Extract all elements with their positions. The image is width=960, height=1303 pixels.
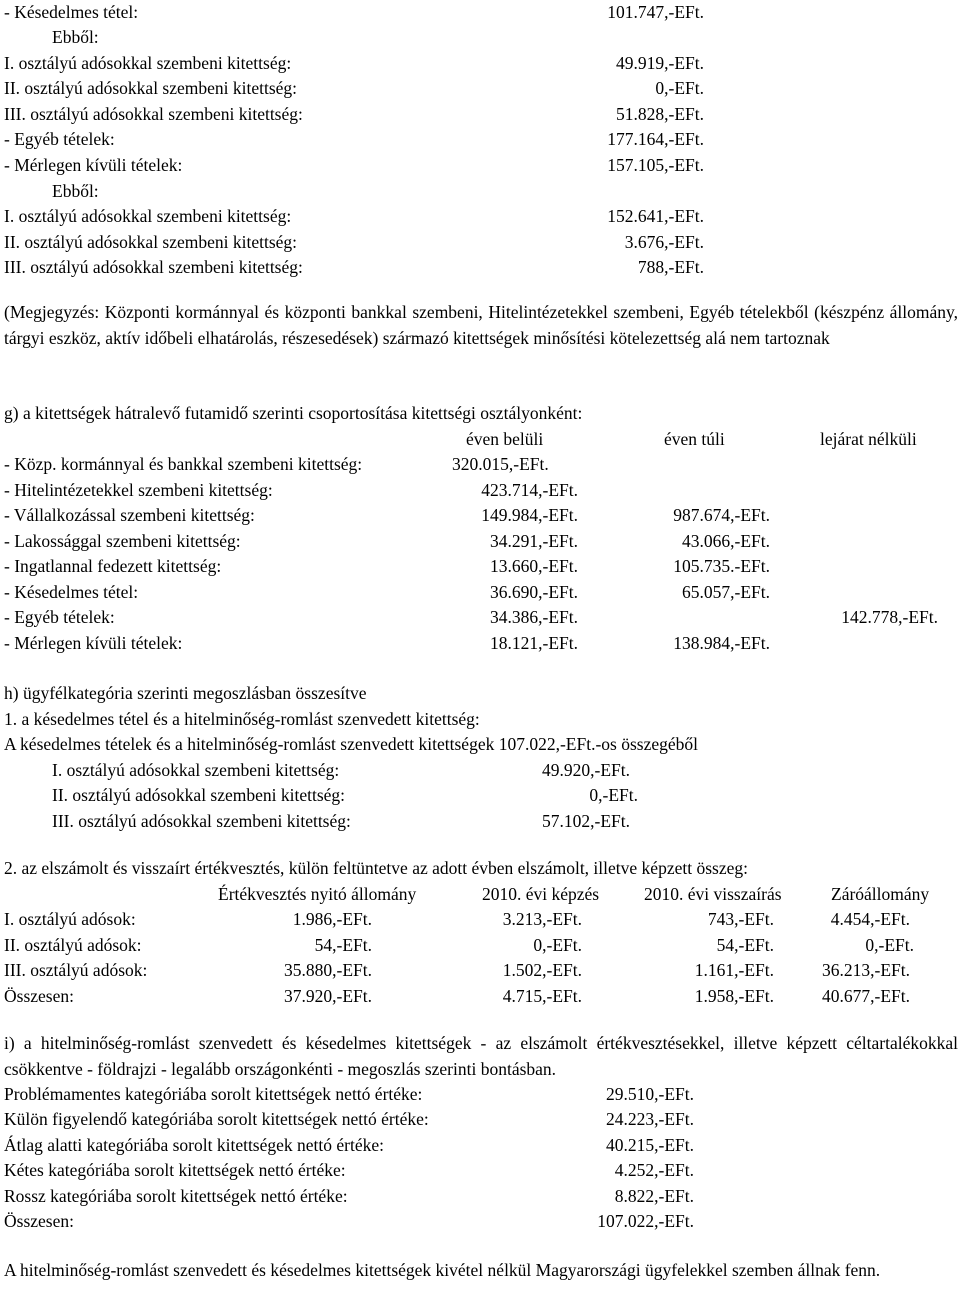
cell-close: 0,-EFt. xyxy=(865,935,914,955)
row-value: 51.828,-EFt. xyxy=(616,104,704,124)
row-value: 4.252,-EFt. xyxy=(614,1160,694,1180)
row-value: 101.747,-EFt. xyxy=(607,2,704,22)
cell-close: 36.213,-EFt. xyxy=(822,960,910,980)
row-label: II. osztályú adósok: xyxy=(4,935,142,955)
column-header: 2010. évi visszaírás xyxy=(644,884,782,904)
row-label: Ebből: xyxy=(52,27,99,47)
row-label: Átlag alatti kategóriába sorolt kitettségek nettó értéke: xyxy=(4,1135,385,1155)
cell-within: 34.386,-EFt. xyxy=(490,607,578,627)
row-label: Problémamentes kategóriába sorolt kitettségek nettó értéke: xyxy=(4,1084,423,1104)
row-label: I. osztályú adósok: xyxy=(4,909,136,929)
row-label: I. osztályú adósokkal szembeni kitettség: xyxy=(4,206,292,226)
row-value: 107.022,-EFt. xyxy=(597,1211,694,1231)
row-value: 0,-EFt. xyxy=(655,78,704,98)
subsection-intro: A késedelmes tételek és a hitelminőség-romlást szenvedett kitettségek 107.022,-EFt.-os összegéből xyxy=(4,734,698,754)
column-header: Záróállomány xyxy=(831,884,930,904)
cell-reversed: 743,-EFt. xyxy=(707,909,774,929)
cell-formed: 1.502,-EFt. xyxy=(502,960,582,980)
cell-within: 36.690,-EFt. xyxy=(490,582,578,602)
cell-reversed: 1.161,-EFt. xyxy=(694,960,774,980)
row-label: - Egyéb tételek: xyxy=(4,129,115,149)
cell-beyond: 138.984,-EFt. xyxy=(673,633,770,653)
column-header: 2010. évi képzés xyxy=(482,884,600,904)
row-label: III. osztályú adósok: xyxy=(4,960,148,980)
cell-within: 320.015,-EFt. xyxy=(452,454,549,474)
section-i-intro: i) a hitelminőség-romlást szenvedett és késedelmes kitettségek - az elszámolt értékvesztésekkel, illetve képzett céltartalékokkal csökkentve - földrajzi - legalább országonkénti - megoszlás szerinti bontásban. xyxy=(4,1033,958,1079)
column-header: Értékvesztés nyitó állomány xyxy=(218,884,417,904)
row-label: Rossz kategóriába sorolt kitettségek nettó értéke: xyxy=(4,1186,348,1206)
row-label: I. osztályú adósokkal szembeni kitettség: xyxy=(52,760,340,780)
cell-close: 40.677,-EFt. xyxy=(822,986,910,1006)
row-value: 0,-EFt. xyxy=(589,785,638,805)
subsection-title: 1. a késedelmes tétel és a hitelminőség-romlást szenvedett kitettség: xyxy=(4,709,480,729)
cell-none: 142.778,-EFt. xyxy=(841,607,938,627)
row-label: Ebből: xyxy=(52,181,99,201)
cell-beyond: 105.735.-EFt. xyxy=(673,556,770,576)
row-value: 24.223,-EFt. xyxy=(606,1109,694,1129)
row-label: - Ingatlannal fedezett kitettség: xyxy=(4,556,222,576)
row-value: 49.920,-EFt. xyxy=(542,760,630,780)
note-paragraph: (Megjegyzés: Központi kormánnyal és központi bankkal szembeni, Hitelintézetekkel szembeni, Egyéb tételekből (készpénz állomány, tárgyi eszköz, aktív időbeli elhatárolás, részesedések) származó kitettségek minősítési kötelezettség alá nem tartoznak xyxy=(4,302,958,348)
cell-open: 37.920,-EFt. xyxy=(284,986,372,1006)
cell-open: 35.880,-EFt. xyxy=(284,960,372,980)
closing-paragraph: A hitelminőség-romlást szenvedett és késedelmes kitettségek kivétel nélkül Magyarországi ügyfelekkel szemben állnak fenn. xyxy=(4,1260,881,1280)
row-value: 8.822,-EFt. xyxy=(614,1186,694,1206)
column-header: éven túli xyxy=(664,429,725,449)
cell-within: 13.660,-EFt. xyxy=(490,556,578,576)
cell-beyond: 65.057,-EFt. xyxy=(682,582,770,602)
row-label: Kétes kategóriába sorolt kitettségek nettó értéke: xyxy=(4,1160,346,1180)
row-label: III. osztályú adósokkal szembeni kitettség: xyxy=(52,811,351,831)
row-label: - Mérlegen kívüli tételek: xyxy=(4,633,183,653)
cell-formed: 4.715,-EFt. xyxy=(502,986,582,1006)
row-value: 788,-EFt. xyxy=(637,257,704,277)
row-label: - Mérlegen kívüli tételek: xyxy=(4,155,183,175)
cell-open: 54,-EFt. xyxy=(314,935,372,955)
cell-formed: 3.213,-EFt. xyxy=(502,909,582,929)
row-value: 40.215,-EFt. xyxy=(606,1135,694,1155)
row-label: III. osztályú adósokkal szembeni kitettség: xyxy=(4,257,303,277)
column-header: éven belüli xyxy=(466,429,544,449)
row-value: 29.510,-EFt. xyxy=(606,1084,694,1104)
row-value: 157.105,-EFt. xyxy=(607,155,704,175)
row-label: Összesen: xyxy=(4,1211,74,1231)
row-label: - Késedelmes tétel: xyxy=(4,582,139,602)
row-label: II. osztályú adósokkal szembeni kitettség: xyxy=(4,78,298,98)
row-label: - Közp. kormánnyal és bankkal szembeni kitettség: xyxy=(4,454,363,474)
row-label: Külön figyelendő kategóriába sorolt kitettségek nettó értéke: xyxy=(4,1109,429,1129)
row-label: - Egyéb tételek: xyxy=(4,607,115,627)
cell-reversed: 54,-EFt. xyxy=(716,935,774,955)
cell-reversed: 1.958,-EFt. xyxy=(694,986,774,1006)
row-label: - Lakossággal szembeni kitettség: xyxy=(4,531,241,551)
cell-within: 34.291,-EFt. xyxy=(490,531,578,551)
section-title: h) ügyfélkategória szerinti megoszlásban összesítve xyxy=(4,683,367,703)
cell-within: 423.714,-EFt. xyxy=(481,480,578,500)
row-value: 49.919,-EFt. xyxy=(616,53,704,73)
row-value: 152.641,-EFt. xyxy=(607,206,704,226)
row-value: 57.102,-EFt. xyxy=(542,811,630,831)
row-label: - Késedelmes tétel: xyxy=(4,2,139,22)
row-label: - Vállalkozással szembeni kitettség: xyxy=(4,505,255,525)
row-label: III. osztályú adósokkal szembeni kitettség: xyxy=(4,104,303,124)
row-label: Összesen: xyxy=(4,986,74,1006)
cell-within: 149.984,-EFt. xyxy=(481,505,578,525)
row-label: II. osztályú adósokkal szembeni kitettség: xyxy=(4,232,298,252)
cell-beyond: 987.674,-EFt. xyxy=(673,505,770,525)
cell-close: 4.454,-EFt. xyxy=(830,909,910,929)
cell-open: 1.986,-EFt. xyxy=(292,909,372,929)
row-label: II. osztályú adósokkal szembeni kitettség: xyxy=(52,785,346,805)
row-value: 3.676,-EFt. xyxy=(624,232,704,252)
subsection-title: 2. az elszámolt és visszaírt értékvesztés, külön feltüntetve az adott évben elszámolt, illetve képzett összeg: xyxy=(4,858,748,878)
row-label: I. osztályú adósokkal szembeni kitettség: xyxy=(4,53,292,73)
row-value: 177.164,-EFt. xyxy=(607,129,704,149)
cell-formed: 0,-EFt. xyxy=(533,935,582,955)
cell-within: 18.121,-EFt. xyxy=(490,633,578,653)
cell-beyond: 43.066,-EFt. xyxy=(682,531,770,551)
section-title: g) a kitettségek hátralevő futamidő szerinti csoportosítása kitettségi osztályonként: xyxy=(4,403,583,423)
row-label: - Hitelintézetekkel szembeni kitettség: xyxy=(4,480,273,500)
column-header: lejárat nélküli xyxy=(820,429,917,449)
